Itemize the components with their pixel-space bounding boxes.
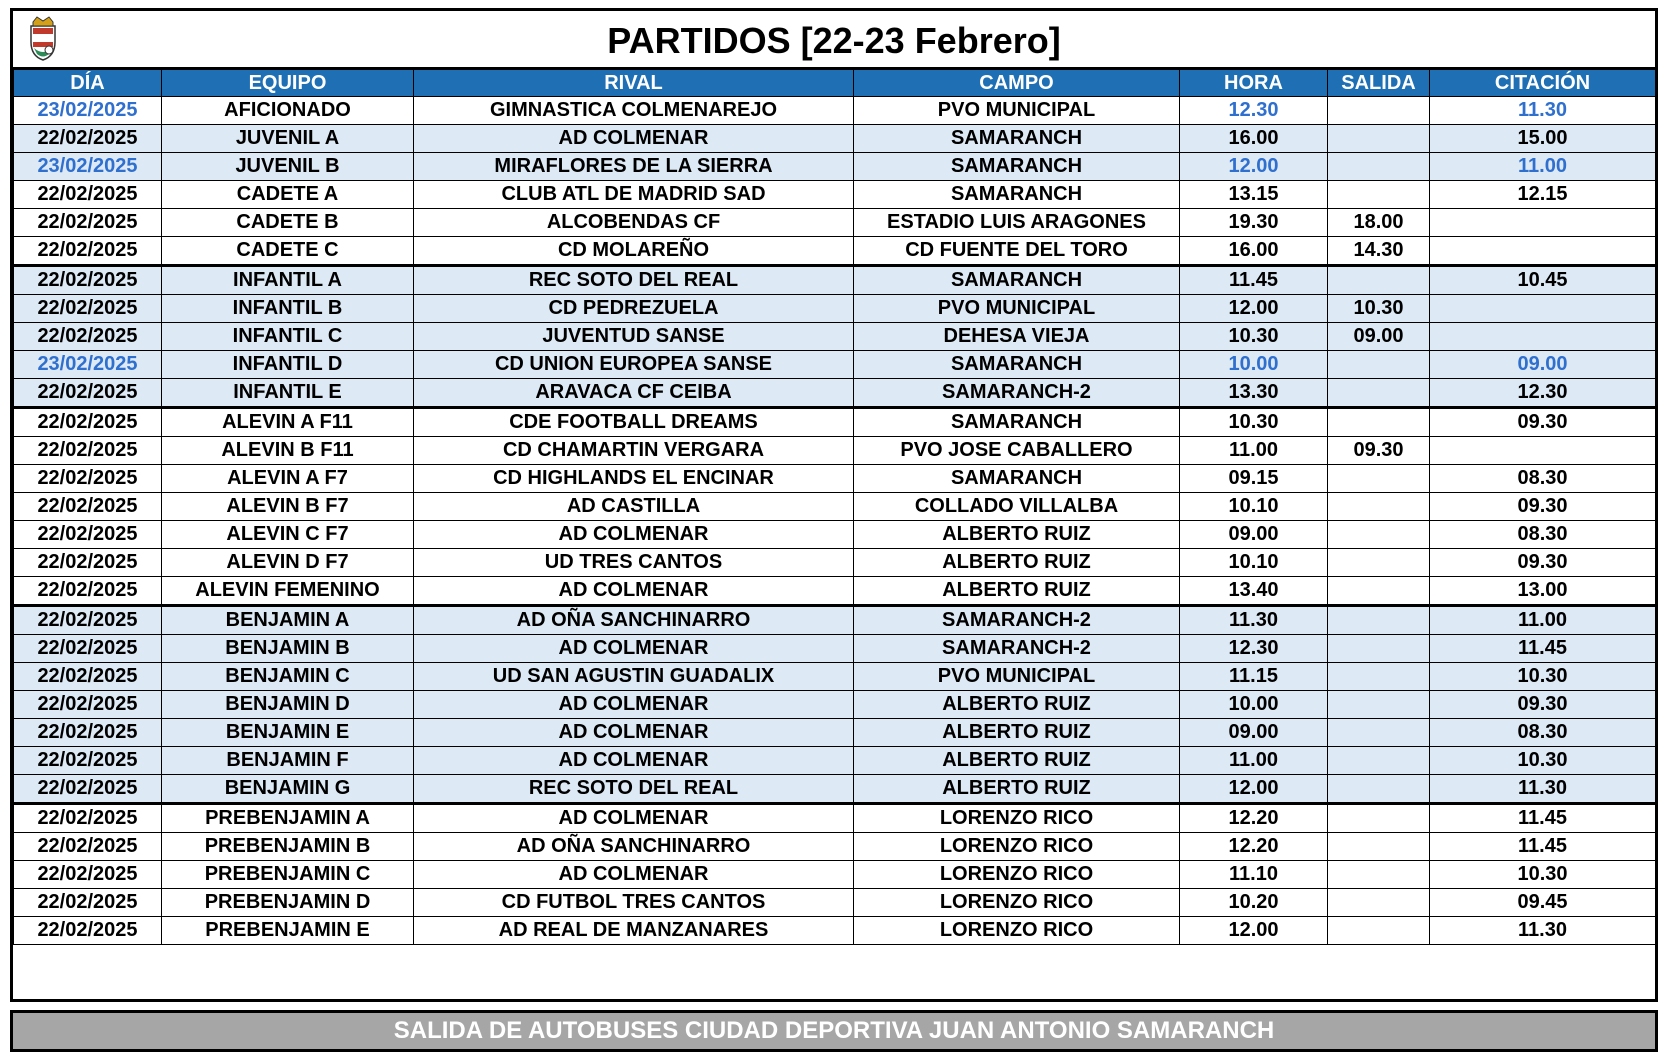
header-dia: DÍA: [14, 70, 162, 97]
table-row: [14, 917, 1656, 945]
header-hora: HORA: [1180, 70, 1328, 97]
cell-citacion: 11.30: [1430, 775, 1656, 804]
cell-citacion: 09.30: [1430, 493, 1656, 521]
cell-hora: 12.20: [1180, 804, 1328, 833]
cell-campo: ALBERTO RUIZ: [854, 577, 1180, 606]
cell-hora: 10.30: [1180, 323, 1328, 351]
cell-equipo: JUVENIL B: [162, 153, 414, 181]
table-row: [14, 889, 1656, 917]
cell-dia: 22/02/2025: [14, 861, 162, 889]
cell-salida: [1328, 719, 1430, 747]
cell-hora: 11.00: [1180, 437, 1328, 465]
cell-citacion: 09.45: [1430, 889, 1656, 917]
cell-rival: AD COLMENAR: [414, 577, 854, 606]
cell-hora: 11.45: [1180, 266, 1328, 295]
cell-campo: SAMARANCH: [854, 125, 1180, 153]
cell-citacion: 12.15: [1430, 181, 1656, 209]
table-row: [14, 97, 1656, 125]
cell-hora: 10.30: [1180, 408, 1328, 437]
cell-citacion: 10.30: [1430, 663, 1656, 691]
cell-rival: JUVENTUD SANSE: [414, 323, 854, 351]
cell-rival: AD COLMENAR: [414, 719, 854, 747]
cell-equipo: AFICIONADO: [162, 97, 414, 125]
cell-dia: 22/02/2025: [14, 577, 162, 606]
cell-salida: [1328, 635, 1430, 663]
cell-hora: 16.00: [1180, 237, 1328, 266]
cell-rival: AD COLMENAR: [414, 747, 854, 775]
cell-salida: [1328, 577, 1430, 606]
cell-hora: 12.00: [1180, 917, 1328, 945]
cell-dia: 22/02/2025: [14, 237, 162, 266]
cell-equipo: BENJAMIN F: [162, 747, 414, 775]
cell-rival: AD OÑA SANCHINARRO: [414, 606, 854, 635]
cell-campo: SAMARANCH-2: [854, 606, 1180, 635]
table-row: [14, 266, 1656, 295]
cell-campo: PVO MUNICIPAL: [854, 97, 1180, 125]
cell-equipo: ALEVIN A F7: [162, 465, 414, 493]
cell-dia: 22/02/2025: [14, 465, 162, 493]
cell-campo: SAMARANCH: [854, 465, 1180, 493]
cell-citacion: 11.00: [1430, 606, 1656, 635]
table-row: [14, 833, 1656, 861]
cell-salida: 10.30: [1328, 295, 1430, 323]
cell-citacion: 11.30: [1430, 917, 1656, 945]
table-row: [14, 323, 1656, 351]
table-row: [14, 181, 1656, 209]
cell-citacion: 12.30: [1430, 379, 1656, 408]
cell-campo: PVO JOSE CABALLERO: [854, 437, 1180, 465]
cell-dia: 22/02/2025: [14, 691, 162, 719]
cell-salida: [1328, 379, 1430, 408]
cell-rival: REC SOTO DEL REAL: [414, 775, 854, 804]
cell-dia: 22/02/2025: [14, 379, 162, 408]
table-row: [14, 549, 1656, 577]
cell-campo: SAMARANCH-2: [854, 635, 1180, 663]
cell-rival: AD COLMENAR: [414, 691, 854, 719]
cell-citacion: 08.30: [1430, 465, 1656, 493]
cell-dia: 22/02/2025: [14, 775, 162, 804]
cell-salida: [1328, 747, 1430, 775]
cell-rival: AD COLMENAR: [414, 635, 854, 663]
cell-citacion: [1430, 295, 1656, 323]
cell-campo: ALBERTO RUIZ: [854, 691, 1180, 719]
cell-salida: [1328, 125, 1430, 153]
cell-dia: 23/02/2025: [14, 153, 162, 181]
cell-dia: 22/02/2025: [14, 266, 162, 295]
cell-citacion: 08.30: [1430, 521, 1656, 549]
cell-campo: ALBERTO RUIZ: [854, 719, 1180, 747]
header-campo: CAMPO: [854, 70, 1180, 97]
cell-dia: 22/02/2025: [14, 804, 162, 833]
header-salida: SALIDA: [1328, 70, 1430, 97]
cell-dia: 22/02/2025: [14, 521, 162, 549]
cell-rival: UD TRES CANTOS: [414, 549, 854, 577]
cell-hora: 11.00: [1180, 747, 1328, 775]
bus-departure-footer: SALIDA DE AUTOBUSES CIUDAD DEPORTIVA JUAN ANTONIO SAMARANCH: [10, 1010, 1658, 1052]
cell-citacion: 09.00: [1430, 351, 1656, 379]
cell-salida: [1328, 606, 1430, 635]
cell-citacion: 08.30: [1430, 719, 1656, 747]
table-row: [14, 719, 1656, 747]
cell-hora: 10.10: [1180, 493, 1328, 521]
table-row: [14, 663, 1656, 691]
cell-hora: 12.00: [1180, 775, 1328, 804]
cell-equipo: PREBENJAMIN A: [162, 804, 414, 833]
cell-citacion: [1430, 437, 1656, 465]
cell-salida: [1328, 408, 1430, 437]
table-row: [14, 153, 1656, 181]
cell-hora: 09.15: [1180, 465, 1328, 493]
cell-rival: AD COLMENAR: [414, 125, 854, 153]
cell-campo: ALBERTO RUIZ: [854, 521, 1180, 549]
cell-dia: 22/02/2025: [14, 747, 162, 775]
cell-equipo: PREBENJAMIN B: [162, 833, 414, 861]
cell-hora: 13.40: [1180, 577, 1328, 606]
cell-campo: CD FUENTE DEL TORO: [854, 237, 1180, 266]
cell-salida: [1328, 153, 1430, 181]
cell-hora: 16.00: [1180, 125, 1328, 153]
cell-rival: CD PEDREZUELA: [414, 295, 854, 323]
cell-rival: AD OÑA SANCHINARRO: [414, 833, 854, 861]
table-row: [14, 351, 1656, 379]
cell-salida: 18.00: [1328, 209, 1430, 237]
table-row: [14, 861, 1656, 889]
cell-citacion: 09.30: [1430, 408, 1656, 437]
cell-dia: 22/02/2025: [14, 719, 162, 747]
cell-campo: LORENZO RICO: [854, 833, 1180, 861]
cell-equipo: BENJAMIN C: [162, 663, 414, 691]
cell-salida: [1328, 493, 1430, 521]
cell-hora: 09.00: [1180, 521, 1328, 549]
cell-hora: 12.00: [1180, 295, 1328, 323]
cell-hora: 10.10: [1180, 549, 1328, 577]
cell-campo: SAMARANCH: [854, 266, 1180, 295]
cell-rival: CD UNION EUROPEA SANSE: [414, 351, 854, 379]
table-row: [14, 125, 1656, 153]
cell-campo: SAMARANCH: [854, 181, 1180, 209]
table-row: [14, 237, 1656, 266]
cell-campo: SAMARANCH-2: [854, 379, 1180, 408]
cell-rival: AD COLMENAR: [414, 804, 854, 833]
cell-dia: 23/02/2025: [14, 97, 162, 125]
cell-rival: CD CHAMARTIN VERGARA: [414, 437, 854, 465]
cell-campo: PVO MUNICIPAL: [854, 295, 1180, 323]
cell-rival: AD COLMENAR: [414, 521, 854, 549]
cell-equipo: INFANTIL D: [162, 351, 414, 379]
table-row: [14, 209, 1656, 237]
table-row: [14, 747, 1656, 775]
cell-salida: [1328, 521, 1430, 549]
cell-hora: 19.30: [1180, 209, 1328, 237]
cell-citacion: 09.30: [1430, 549, 1656, 577]
cell-rival: REC SOTO DEL REAL: [414, 266, 854, 295]
cell-equipo: BENJAMIN E: [162, 719, 414, 747]
table-row: [14, 775, 1656, 804]
cell-campo: LORENZO RICO: [854, 917, 1180, 945]
cell-hora: 12.20: [1180, 833, 1328, 861]
cell-salida: 14.30: [1328, 237, 1430, 266]
cell-citacion: [1430, 237, 1656, 266]
cell-campo: COLLADO VILLALBA: [854, 493, 1180, 521]
cell-equipo: CADETE A: [162, 181, 414, 209]
cell-citacion: 10.45: [1430, 266, 1656, 295]
cell-rival: MIRAFLORES DE LA SIERRA: [414, 153, 854, 181]
table-row: [14, 295, 1656, 323]
cell-dia: 22/02/2025: [14, 295, 162, 323]
table-row: [14, 465, 1656, 493]
cell-equipo: PREBENJAMIN E: [162, 917, 414, 945]
cell-campo: LORENZO RICO: [854, 861, 1180, 889]
cell-rival: CD MOLAREÑO: [414, 237, 854, 266]
cell-dia: 22/02/2025: [14, 323, 162, 351]
table-row: [14, 606, 1656, 635]
cell-rival: ALCOBENDAS CF: [414, 209, 854, 237]
header-rival: RIVAL: [414, 70, 854, 97]
cell-hora: 10.20: [1180, 889, 1328, 917]
cell-hora: 11.15: [1180, 663, 1328, 691]
cell-salida: [1328, 889, 1430, 917]
cell-equipo: ALEVIN A F11: [162, 408, 414, 437]
cell-citacion: 11.00: [1430, 153, 1656, 181]
matches-table: [13, 69, 1656, 945]
cell-hora: 10.00: [1180, 351, 1328, 379]
cell-rival: CDE FOOTBALL DREAMS: [414, 408, 854, 437]
table-row: [14, 408, 1656, 437]
cell-citacion: 09.30: [1430, 691, 1656, 719]
cell-salida: 09.00: [1328, 323, 1430, 351]
cell-salida: [1328, 663, 1430, 691]
cell-equipo: BENJAMIN D: [162, 691, 414, 719]
cell-salida: [1328, 181, 1430, 209]
cell-campo: ALBERTO RUIZ: [854, 549, 1180, 577]
table-row: [14, 577, 1656, 606]
cell-hora: 10.00: [1180, 691, 1328, 719]
cell-dia: 22/02/2025: [14, 549, 162, 577]
cell-rival: GIMNASTICA COLMENAREJO: [414, 97, 854, 125]
table-row: [14, 437, 1656, 465]
cell-dia: 22/02/2025: [14, 181, 162, 209]
cell-hora: 09.00: [1180, 719, 1328, 747]
cell-citacion: 13.00: [1430, 577, 1656, 606]
cell-rival: CLUB ATL DE MADRID SAD: [414, 181, 854, 209]
cell-equipo: ALEVIN B F7: [162, 493, 414, 521]
cell-campo: SAMARANCH: [854, 351, 1180, 379]
cell-campo: PVO MUNICIPAL: [854, 663, 1180, 691]
cell-dia: 22/02/2025: [14, 833, 162, 861]
cell-equipo: BENJAMIN G: [162, 775, 414, 804]
cell-equipo: BENJAMIN A: [162, 606, 414, 635]
cell-dia: 23/02/2025: [14, 351, 162, 379]
cell-citacion: 11.45: [1430, 833, 1656, 861]
cell-salida: [1328, 351, 1430, 379]
cell-rival: CD HIGHLANDS EL ENCINAR: [414, 465, 854, 493]
cell-campo: LORENZO RICO: [854, 889, 1180, 917]
cell-salida: [1328, 266, 1430, 295]
cell-equipo: JUVENIL A: [162, 125, 414, 153]
table-row: [14, 521, 1656, 549]
cell-equipo: INFANTIL C: [162, 323, 414, 351]
cell-citacion: 11.45: [1430, 804, 1656, 833]
cell-campo: ESTADIO LUIS ARAGONES: [854, 209, 1180, 237]
cell-dia: 22/02/2025: [14, 606, 162, 635]
cell-equipo: PREBENJAMIN D: [162, 889, 414, 917]
cell-equipo: ALEVIN C F7: [162, 521, 414, 549]
cell-hora: 11.10: [1180, 861, 1328, 889]
cell-citacion: 10.30: [1430, 747, 1656, 775]
schedule-sheet: [10, 8, 1658, 1002]
page-title: PARTIDOS [22-23 Febrero]: [607, 20, 1061, 61]
cell-citacion: [1430, 323, 1656, 351]
cell-hora: 11.30: [1180, 606, 1328, 635]
cell-equipo: ALEVIN B F11: [162, 437, 414, 465]
cell-salida: [1328, 861, 1430, 889]
cell-dia: 22/02/2025: [14, 125, 162, 153]
cell-equipo: INFANTIL A: [162, 266, 414, 295]
cell-citacion: 10.30: [1430, 861, 1656, 889]
cell-rival: ARAVACA CF CEIBA: [414, 379, 854, 408]
cell-dia: 22/02/2025: [14, 663, 162, 691]
cell-equipo: ALEVIN FEMENINO: [162, 577, 414, 606]
cell-hora: 12.30: [1180, 97, 1328, 125]
cell-salida: [1328, 917, 1430, 945]
cell-rival: AD COLMENAR: [414, 861, 854, 889]
cell-campo: ALBERTO RUIZ: [854, 775, 1180, 804]
cell-equipo: INFANTIL E: [162, 379, 414, 408]
cell-hora: 12.00: [1180, 153, 1328, 181]
table-row: [14, 804, 1656, 833]
cell-dia: 22/02/2025: [14, 493, 162, 521]
table-row: [14, 493, 1656, 521]
cell-hora: 12.30: [1180, 635, 1328, 663]
cell-equipo: PREBENJAMIN C: [162, 861, 414, 889]
cell-salida: [1328, 833, 1430, 861]
cell-hora: 13.30: [1180, 379, 1328, 408]
cell-equipo: CADETE C: [162, 237, 414, 266]
cell-rival: UD SAN AGUSTIN GUADALIX: [414, 663, 854, 691]
cell-citacion: [1430, 209, 1656, 237]
cell-equipo: ALEVIN D F7: [162, 549, 414, 577]
cell-rival: AD CASTILLA: [414, 493, 854, 521]
cell-salida: [1328, 97, 1430, 125]
cell-salida: [1328, 465, 1430, 493]
cell-campo: ALBERTO RUIZ: [854, 747, 1180, 775]
cell-dia: 22/02/2025: [14, 917, 162, 945]
cell-campo: LORENZO RICO: [854, 804, 1180, 833]
cell-salida: [1328, 549, 1430, 577]
cell-campo: SAMARANCH: [854, 408, 1180, 437]
cell-salida: [1328, 775, 1430, 804]
cell-dia: 22/02/2025: [14, 209, 162, 237]
cell-dia: 22/02/2025: [14, 635, 162, 663]
cell-hora: 13.15: [1180, 181, 1328, 209]
cell-equipo: INFANTIL B: [162, 295, 414, 323]
cell-salida: [1328, 691, 1430, 719]
header-equipo: EQUIPO: [162, 70, 414, 97]
table-row: [14, 691, 1656, 719]
cell-rival: CD FUTBOL TRES CANTOS: [414, 889, 854, 917]
table-body: [14, 97, 1656, 945]
cell-salida: [1328, 804, 1430, 833]
cell-citacion: 11.30: [1430, 97, 1656, 125]
cell-salida: 09.30: [1328, 437, 1430, 465]
cell-equipo: CADETE B: [162, 209, 414, 237]
cell-campo: DEHESA VIEJA: [854, 323, 1180, 351]
header-citacion: CITACIÓN: [1430, 70, 1656, 97]
cell-campo: SAMARANCH: [854, 153, 1180, 181]
cell-rival: AD REAL DE MANZANARES: [414, 917, 854, 945]
table-header-row: [14, 70, 1656, 97]
title-row: [13, 11, 1655, 69]
cell-citacion: 11.45: [1430, 635, 1656, 663]
cell-equipo: BENJAMIN B: [162, 635, 414, 663]
table-row: [14, 635, 1656, 663]
cell-dia: 22/02/2025: [14, 889, 162, 917]
cell-citacion: 15.00: [1430, 125, 1656, 153]
cell-dia: 22/02/2025: [14, 408, 162, 437]
table-row: [14, 379, 1656, 408]
cell-dia: 22/02/2025: [14, 437, 162, 465]
